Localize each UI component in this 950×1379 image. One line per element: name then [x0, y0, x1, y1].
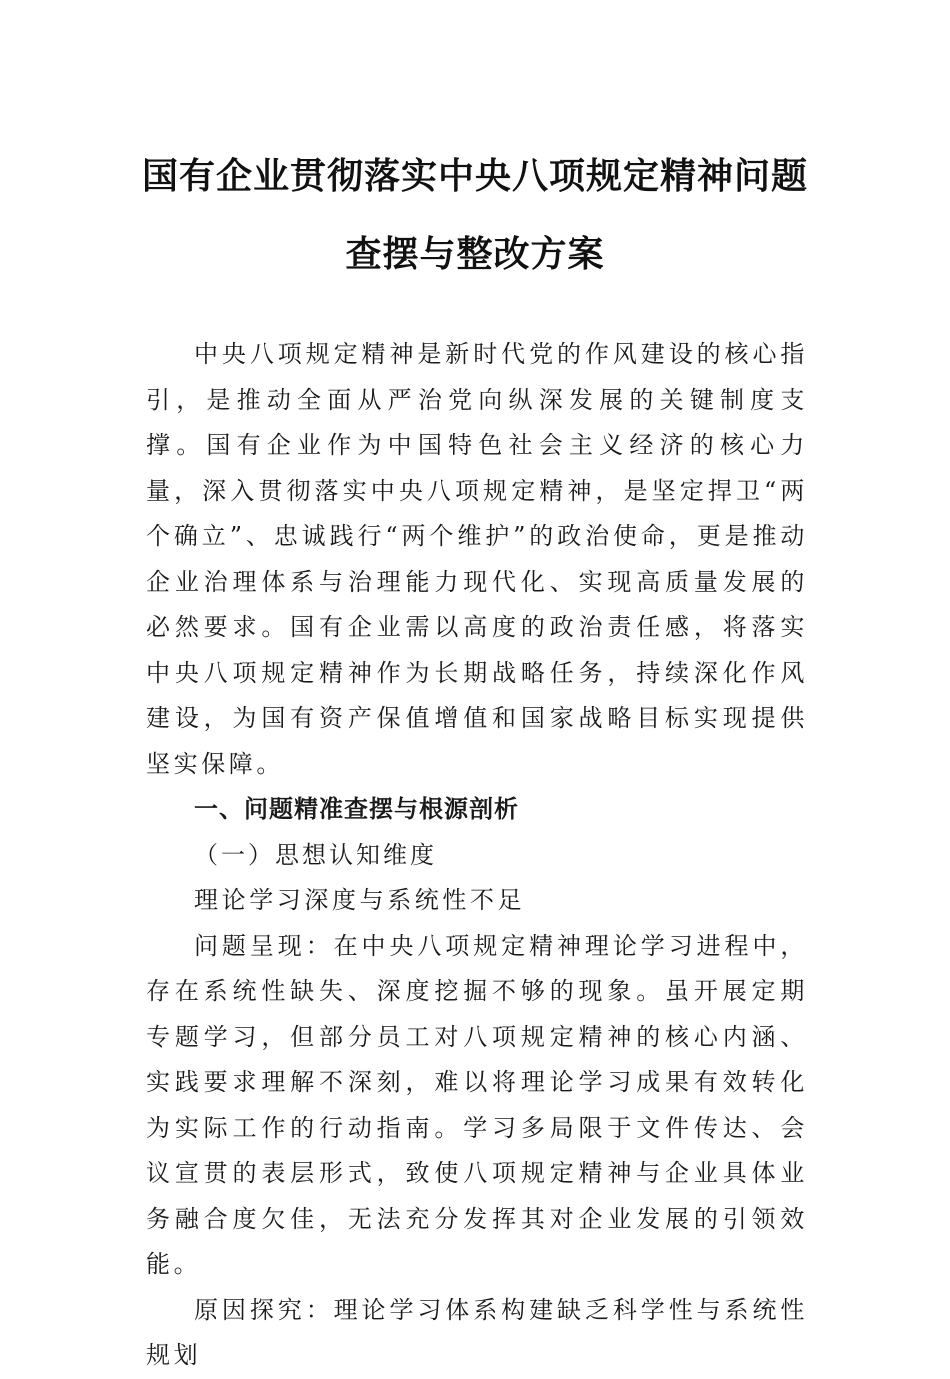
cause-paragraph: 原因探究：理论学习体系构建缺乏科学性与系统性规划: [146, 1295, 808, 1369]
document-title: [0, 155, 950, 275]
title-line-1: 国有企业贯彻落实中央八项规定精神问题: [141, 155, 808, 197]
intro-paragraph: 中央八项规定精神是新时代党的作风建设的核心指引，是推动全面从严治党向纵深发展的关键制度支撑。国有企业作为中国特色社会主义经济的核心力量，深入贯彻落实中央八项规定精神，是坚定捍卫“两个确立”、忠诚践行“两个维护”的政治使命，更是推动企业治理体系与治理能力现代化、实现高质量发展的必然要求。国有企业需以高度的政治责任感，将落实中央八项规定精神作为长期战略任务，持续深化作风建设，为国有资产保值增值和国家战略目标实现提供坚实保障。: [146, 340, 808, 778]
section-heading: 一、问题精准查摆与根源剖析: [194, 795, 519, 823]
problem-paragraph: 问题呈现：在中央八项规定精神理论学习进程中，存在系统性缺失、深度挖掘不够的现象。虽开展定期专题学习，但部分员工对八项规定精神的核心内涵、实践要求理解不深刻，难以将理论学习成果有效转化为实际工作的行动指南。学习多局限于文件传达、会议宣贯的表层形式，致使八项规定精神与企业具体业务融合度欠佳，无法充分发挥其对企业发展的引领效能。: [146, 931, 808, 1278]
topic-heading: 理论学习深度与系统性不足: [194, 886, 526, 914]
subsection-heading: （一）思想认知维度: [194, 840, 437, 869]
document-body: [146, 332, 808, 1379]
title-line-2: 查摆与整改方案: [345, 233, 605, 275]
